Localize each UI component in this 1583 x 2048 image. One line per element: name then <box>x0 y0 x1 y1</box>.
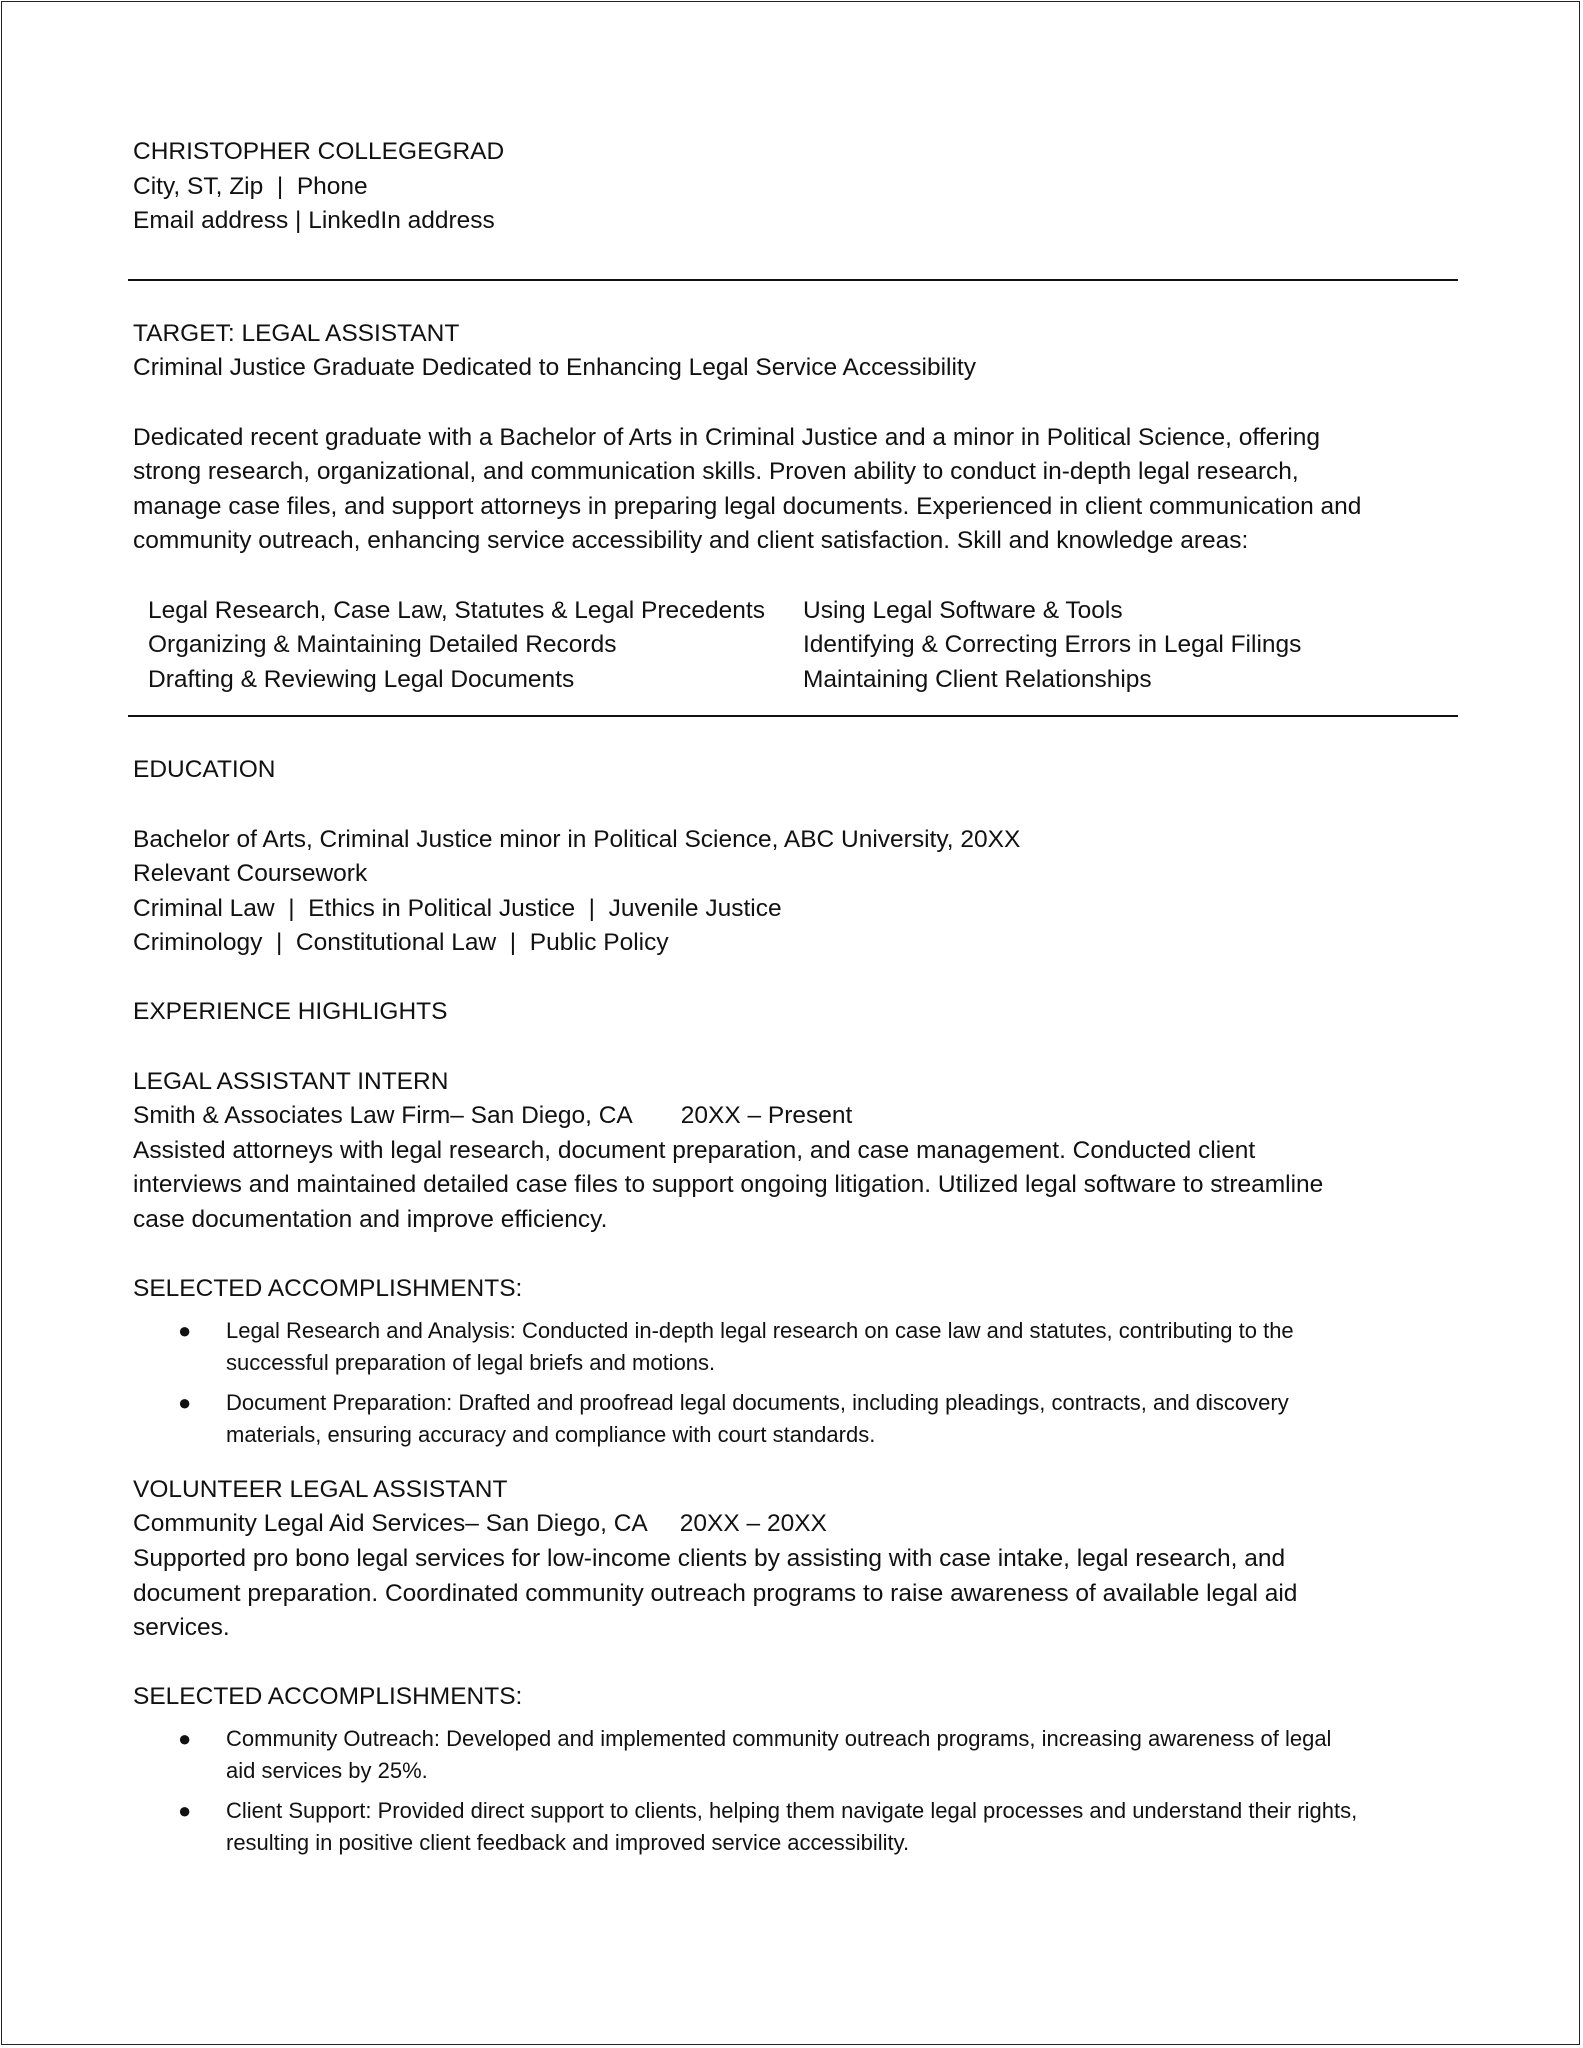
target-subtitle: Criminal Justice Graduate Dedicated to Enhancing Legal Service Accessibility <box>133 354 976 382</box>
job-description-line: document preparation. Coordinated community outreach programs to raise awareness of available legal aid <box>133 1579 1298 1607</box>
accomplishment-line: aid services by 25%. <box>226 1757 428 1783</box>
contact-line-2: Email address | LinkedIn address <box>133 207 495 235</box>
job-employer: Smith & Associates Law Firm– San Diego, CA <box>133 1102 633 1130</box>
accomplishment-line: Document Preparation: Drafted and proofread legal documents, including pleadings, contracts, and discovery <box>226 1389 1289 1415</box>
resume-page <box>1 1 1580 2045</box>
experience-heading: EXPERIENCE HIGHLIGHTS <box>133 998 448 1026</box>
accomplishment-line: resulting in positive client feedback and improved service accessibility. <box>226 1829 910 1855</box>
skills-grid <box>148 594 1458 698</box>
accomplishment-line: Community Outreach: Developed and implemented community outreach programs, increasing awareness of legal <box>226 1725 1332 1751</box>
accomplishment-item <box>133 1387 1406 1451</box>
skills-column-left <box>148 594 803 698</box>
resume-content <box>133 135 1458 1867</box>
accomplishment-item <box>133 1795 1406 1859</box>
contact-line-1: City, ST, Zip | Phone <box>133 172 368 200</box>
job-title: LEGAL ASSISTANT INTERN <box>133 1067 449 1095</box>
job-description-line: interviews and maintained detailed case files to support ongoing litigation. Utilized legal software to streamline <box>133 1171 1324 1199</box>
accomplishments-list <box>133 1723 1458 1859</box>
accomplishments-list <box>133 1315 1458 1451</box>
job-entry <box>133 1065 1458 1451</box>
target-title: TARGET: LEGAL ASSISTANT <box>133 319 460 347</box>
bullet-icon: ● <box>178 1797 192 1823</box>
skill-item: Maintaining Client Relationships <box>803 665 1152 693</box>
skills-column-right <box>803 594 1458 698</box>
job-dates: 20XX – 20XX <box>679 1510 827 1538</box>
job-description-line: Assisted attorneys with legal research, document preparation, and case management. Conducted client <box>133 1136 1256 1164</box>
skill-item: Drafting & Reviewing Legal Documents <box>148 665 575 693</box>
bullet-icon: ● <box>178 1725 192 1751</box>
job-employer-line <box>133 1507 1458 1542</box>
summary-line: manage case files, and support attorneys in preparing legal documents. Experienced in client communication and <box>133 492 1362 520</box>
summary-line: community outreach, enhancing service accessibility and client satisfaction. Skill and knowledge areas: <box>133 527 1249 555</box>
divider-top <box>128 279 1458 281</box>
job-dates: 20XX – Present <box>680 1102 853 1130</box>
accomplishment-item <box>133 1723 1406 1787</box>
coursework-label: Relevant Coursework <box>133 860 368 888</box>
accomplishments-heading: SELECTED ACCOMPLISHMENTS: <box>133 1683 523 1711</box>
accomplishment-line: successful preparation of legal briefs and motions. <box>226 1349 716 1375</box>
skill-item: Legal Research, Case Law, Statutes & Legal Precedents <box>148 596 765 624</box>
accomplishments-heading: SELECTED ACCOMPLISHMENTS: <box>133 1275 523 1303</box>
bullet-icon: ● <box>178 1317 192 1343</box>
candidate-name: CHRISTOPHER COLLEGEGRAD <box>133 138 505 165</box>
job-employer-line <box>133 1099 1458 1134</box>
bullet-icon: ● <box>178 1389 192 1415</box>
skill-item: Using Legal Software & Tools <box>803 596 1123 624</box>
job-title: VOLUNTEER LEGAL ASSISTANT <box>133 1475 508 1503</box>
skill-item: Identifying & Correcting Errors in Legal Filings <box>803 631 1302 659</box>
accomplishment-line: materials, ensuring accuracy and compliance with court standards. <box>226 1421 876 1447</box>
job-entry <box>133 1473 1458 1859</box>
job-description-line: services. <box>133 1614 230 1642</box>
job-description-line: Supported pro bono legal services for low-income clients by assisting with case intake, legal research, and <box>133 1545 1286 1572</box>
degree-line: Bachelor of Arts, Criminal Justice minor in Political Science, ABC University, 20XX <box>133 825 1021 853</box>
summary-line: strong research, organizational, and communication skills. Proven ability to conduct in-depth legal research, <box>133 458 1299 486</box>
skill-item: Organizing & Maintaining Detailed Records <box>148 631 617 659</box>
accomplishment-item <box>133 1315 1406 1379</box>
job-description-line: case documentation and improve efficiency. <box>133 1206 608 1234</box>
summary-line: Dedicated recent graduate with a Bachelor of Arts in Criminal Justice and a minor in Political Science, offering <box>133 423 1321 451</box>
coursework-line-1: Criminal Law | Ethics in Political Justice | Juvenile Justice <box>133 894 782 922</box>
coursework-line-2: Criminology | Constitutional Law | Public Policy <box>133 929 669 957</box>
job-employer: Community Legal Aid Services– San Diego, CA <box>133 1510 648 1538</box>
divider-middle <box>128 715 1458 717</box>
education-heading: EDUCATION <box>133 756 276 784</box>
accomplishment-line: Legal Research and Analysis: Conducted in-depth legal research on case law and statutes, contributing to the <box>226 1317 1294 1343</box>
accomplishment-line: Client Support: Provided direct support to clients, helping them navigate legal processes and understand their rights, <box>226 1797 1358 1823</box>
summary-paragraph <box>133 421 1458 559</box>
